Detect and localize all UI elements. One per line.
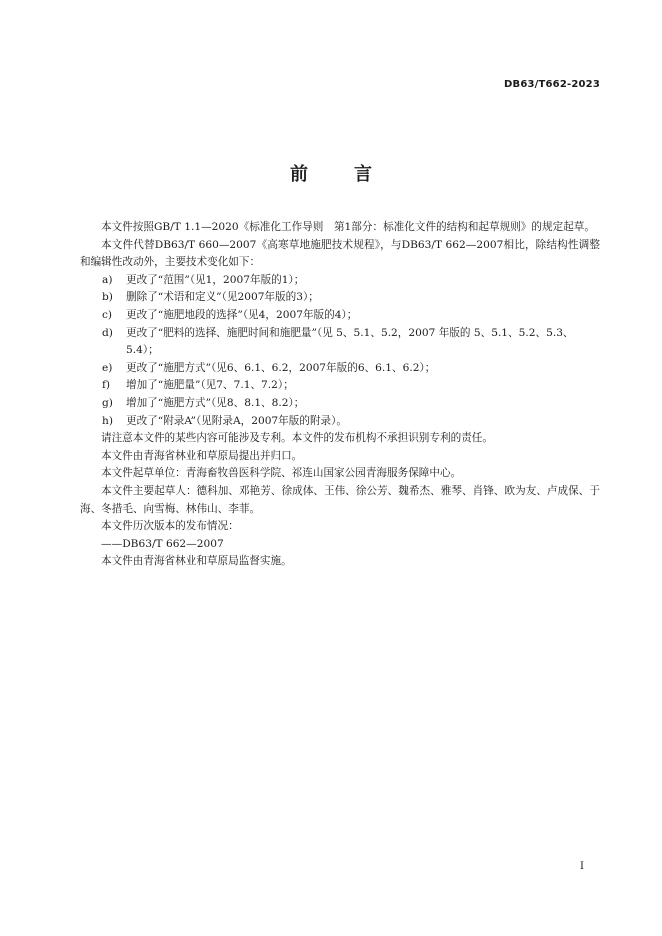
- change-text: 更改了“肥料的选择、施肥时间和施肥量”（见 5、5.1、5.2，2007 年版的 5、5.1、5.2、5.3、5.4）；: [126, 326, 574, 357]
- paragraph-drafting-units: 本文件起草单位：青海畜牧兽医科学院、祁连山国家公园青海服务保障中心。: [101, 467, 462, 480]
- list-marker: d): [102, 326, 113, 339]
- paragraph-previous-version: ——DB63/T 662—2007: [101, 537, 224, 550]
- change-text: 增加了“施肥方式”（见8、8.1、8.2）；: [126, 396, 305, 409]
- paragraph-replacement: 本文件代替DB63/T 660—2007《高寒草地施肥技术规程》，与DB63/T 662—2007相比，除结构性调整和编辑性改动外，主要技术变化如下：: [80, 238, 600, 269]
- change-item: [80, 360, 600, 378]
- change-item: [80, 395, 600, 413]
- change-text: 增加了“施肥量”（见7、7.1、7.2）；: [126, 379, 294, 392]
- list-marker: e): [102, 361, 113, 374]
- change-text: 删除了“术语和定义”（见2007年版的3）；: [126, 291, 319, 304]
- change-item: [80, 307, 600, 325]
- change-item: [80, 413, 600, 431]
- change-list: [80, 272, 600, 430]
- document-code: DB63/T662-2023: [504, 79, 600, 90]
- change-item: [80, 377, 600, 395]
- page-title: 前 言: [290, 164, 386, 185]
- change-text: 更改了“附录A”（见附录A，2007年版的附录）。: [126, 414, 348, 427]
- change-text: 更改了“范围”（见1，2007年版的1）；: [126, 273, 305, 286]
- paragraph-drafting-basis: 本文件按照GB/T 1.1—2020《标准化工作导则 第1部分：标准化文件的结构和起草规则》的规定起草。: [101, 221, 595, 233]
- list-marker: b): [102, 291, 113, 304]
- page-number: I: [580, 861, 584, 872]
- list-marker: a): [102, 273, 113, 286]
- list-marker: h): [102, 414, 113, 427]
- document-body: [80, 219, 600, 571]
- list-marker: c): [102, 308, 113, 321]
- paragraph-implementation: 本文件由青海省林业和草原局监督实施。: [101, 555, 292, 568]
- paragraph-version-history-heading: 本文件历次版本的发布情况：: [101, 520, 239, 533]
- paragraph-drafters: 本文件主要起草人：德科加、邓艳芳、徐成体、王伟、徐公芳、魏希杰、雅琴、肖锋、欧为友、卢成保、于海、冬措毛、向雪梅、林伟山、李菲。: [80, 484, 600, 515]
- paragraph-proposer: 本文件由青海省林业和草原局提出并归口。: [101, 449, 303, 462]
- list-marker: g): [102, 396, 113, 409]
- change-item: [80, 325, 600, 360]
- change-item: [80, 272, 600, 290]
- paragraph-patent-notice: 请注意本文件的某些内容可能涉及专利。本文件的发布机构不承担识别专利的责任。: [101, 432, 493, 445]
- change-text: 更改了“施肥方式”（见6、6.1、6.2，2007年版的6、6.1、6.2）；: [126, 361, 436, 374]
- change-text: 更改了“施肥地段的选择”（见4，2007年版的4）；: [126, 308, 358, 321]
- list-marker: f): [102, 379, 111, 392]
- change-item: [80, 289, 600, 307]
